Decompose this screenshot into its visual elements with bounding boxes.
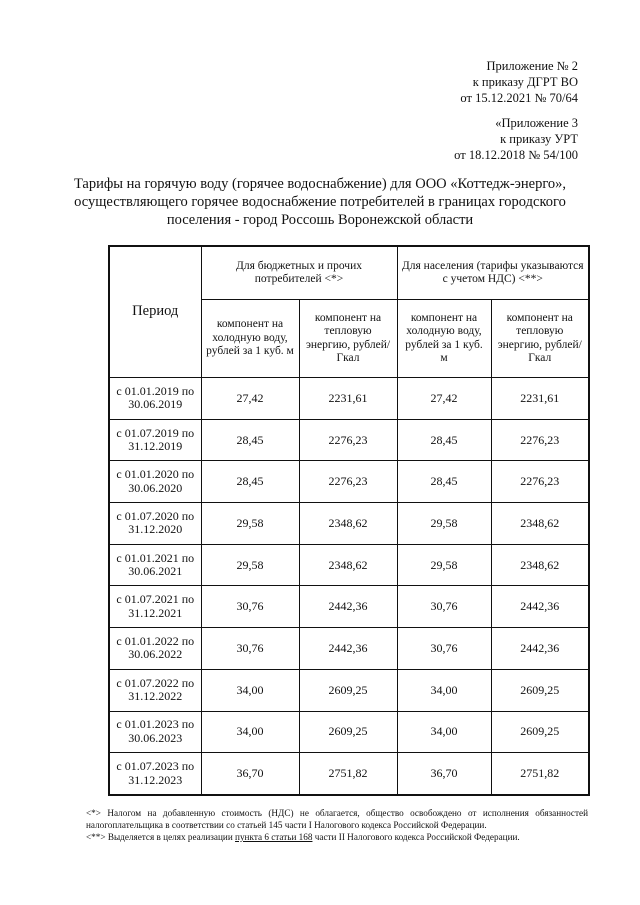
row-population-heat: 2276,23 xyxy=(491,461,589,503)
row-population-heat: 2442,36 xyxy=(491,586,589,628)
row-period: с 01.07.2022 по 31.12.2022 xyxy=(109,669,201,711)
row-budget-cold-water: 30,76 xyxy=(201,586,299,628)
table-row xyxy=(109,503,589,545)
row-period: с 01.07.2023 по 31.12.2023 xyxy=(109,753,201,795)
row-budget-heat: 2609,25 xyxy=(299,711,397,753)
appendix-original-line2: к приказу УРТ xyxy=(500,132,578,146)
population-cold-water-header: компонент на холодную воду, рублей за 1 куб. м xyxy=(397,300,491,378)
row-budget-heat: 2348,62 xyxy=(299,544,397,586)
table-header-group-row xyxy=(109,246,589,300)
row-budget-cold-water: 28,45 xyxy=(201,461,299,503)
period-header: Период xyxy=(109,246,201,378)
row-budget-cold-water: 30,76 xyxy=(201,628,299,670)
row-population-heat: 2348,62 xyxy=(491,503,589,545)
row-population-heat: 2348,62 xyxy=(491,544,589,586)
table-row xyxy=(109,628,589,670)
row-budget-cold-water: 27,42 xyxy=(201,378,299,420)
population-header: Для населения (тарифы указываются с учетом НДС) <**> xyxy=(397,246,589,300)
appendix-current-line1: Приложение № 2 xyxy=(486,59,578,73)
footnote-2-suffix: части II Налогового кодекса Российской Федерации. xyxy=(312,832,520,842)
footnote-2-prefix: <**> Выделяется в целях реализации xyxy=(86,832,236,842)
row-budget-cold-water: 34,00 xyxy=(201,669,299,711)
row-budget-heat: 2609,25 xyxy=(299,669,397,711)
row-population-heat: 2609,25 xyxy=(491,669,589,711)
row-population-cold-water: 36,70 xyxy=(397,753,491,795)
table-row xyxy=(109,544,589,586)
row-population-cold-water: 34,00 xyxy=(397,669,491,711)
row-budget-cold-water: 36,70 xyxy=(201,753,299,795)
appendix-original-line1: «Приложение 3 xyxy=(495,116,578,130)
row-population-heat: 2276,23 xyxy=(491,419,589,461)
row-budget-heat: 2442,36 xyxy=(299,628,397,670)
row-population-heat: 2231,61 xyxy=(491,378,589,420)
appendix-original-line3: от 18.12.2018 № 54/100 xyxy=(454,148,578,162)
table-row xyxy=(109,461,589,503)
appendix-current-header xyxy=(460,58,578,106)
appendix-current-line3: от 15.12.2021 № 70/64 xyxy=(460,91,578,105)
row-population-cold-water: 28,45 xyxy=(397,461,491,503)
table-row xyxy=(109,378,589,420)
tariff-table xyxy=(108,245,590,796)
row-period: с 01.07.2021 по 31.12.2021 xyxy=(109,586,201,628)
row-population-heat: 2442,36 xyxy=(491,628,589,670)
population-heat-header: компонент на тепловую энергию, рублей/Гкал xyxy=(491,300,589,378)
row-budget-heat: 2442,36 xyxy=(299,586,397,628)
budget-heat-header: компонент на тепловую энергию, рублей/Гкал xyxy=(299,300,397,378)
row-population-cold-water: 30,76 xyxy=(397,586,491,628)
row-period: с 01.01.2022 по 30.06.2022 xyxy=(109,628,201,670)
row-period: с 01.01.2020 по 30.06.2020 xyxy=(109,461,201,503)
row-budget-heat: 2348,62 xyxy=(299,503,397,545)
row-population-heat: 2609,25 xyxy=(491,711,589,753)
table-row xyxy=(109,586,589,628)
row-population-cold-water: 27,42 xyxy=(397,378,491,420)
row-budget-cold-water: 29,58 xyxy=(201,544,299,586)
row-budget-heat: 2751,82 xyxy=(299,753,397,795)
footnotes xyxy=(86,807,588,843)
row-period: с 01.07.2019 по 31.12.2019 xyxy=(109,419,201,461)
row-period: с 01.01.2023 по 30.06.2023 xyxy=(109,711,201,753)
row-population-cold-water: 34,00 xyxy=(397,711,491,753)
footnote-vat-exempt: <*> Налогом на добавленную стоимость (НДС) не облагается, общество освобождено от исполнения обязанностей налогоплательщика в соответствии со статьей 145 части I Налогового кодекса Российской Федерации. xyxy=(86,808,588,830)
table-row xyxy=(109,711,589,753)
table-row xyxy=(109,419,589,461)
row-budget-cold-water: 28,45 xyxy=(201,419,299,461)
tax-code-link[interactable]: пункта 6 статьи 168 xyxy=(235,832,313,842)
row-budget-heat: 2276,23 xyxy=(299,419,397,461)
row-population-cold-water: 28,45 xyxy=(397,419,491,461)
appendix-original-header xyxy=(454,115,578,163)
row-period: с 01.01.2019 по 30.06.2019 xyxy=(109,378,201,420)
row-budget-cold-water: 29,58 xyxy=(201,503,299,545)
tariff-table-body xyxy=(109,378,589,795)
row-population-cold-water: 29,58 xyxy=(397,544,491,586)
budget-consumers-header: Для бюджетных и прочих потребителей <*> xyxy=(201,246,397,300)
footnote-vat-included xyxy=(86,831,588,843)
table-row xyxy=(109,753,589,795)
row-population-cold-water: 29,58 xyxy=(397,503,491,545)
row-budget-heat: 2276,23 xyxy=(299,461,397,503)
row-budget-cold-water: 34,00 xyxy=(201,711,299,753)
row-period: с 01.07.2020 по 31.12.2020 xyxy=(109,503,201,545)
appendix-current-line2: к приказу ДГРТ ВО xyxy=(472,75,578,89)
row-period: с 01.01.2021 по 30.06.2021 xyxy=(109,544,201,586)
document-title: Тарифы на горячую воду (горячее водоснабжение) для ООО «Коттедж-энерго», осуществляющего горячее водоснабжение потребителей в границах городского поселения - город Россошь Воронежской области xyxy=(73,176,567,228)
row-population-heat: 2751,82 xyxy=(491,753,589,795)
row-budget-heat: 2231,61 xyxy=(299,378,397,420)
budget-cold-water-header: компонент на холодную воду, рублей за 1 куб. м xyxy=(201,300,299,378)
row-population-cold-water: 30,76 xyxy=(397,628,491,670)
table-row xyxy=(109,669,589,711)
